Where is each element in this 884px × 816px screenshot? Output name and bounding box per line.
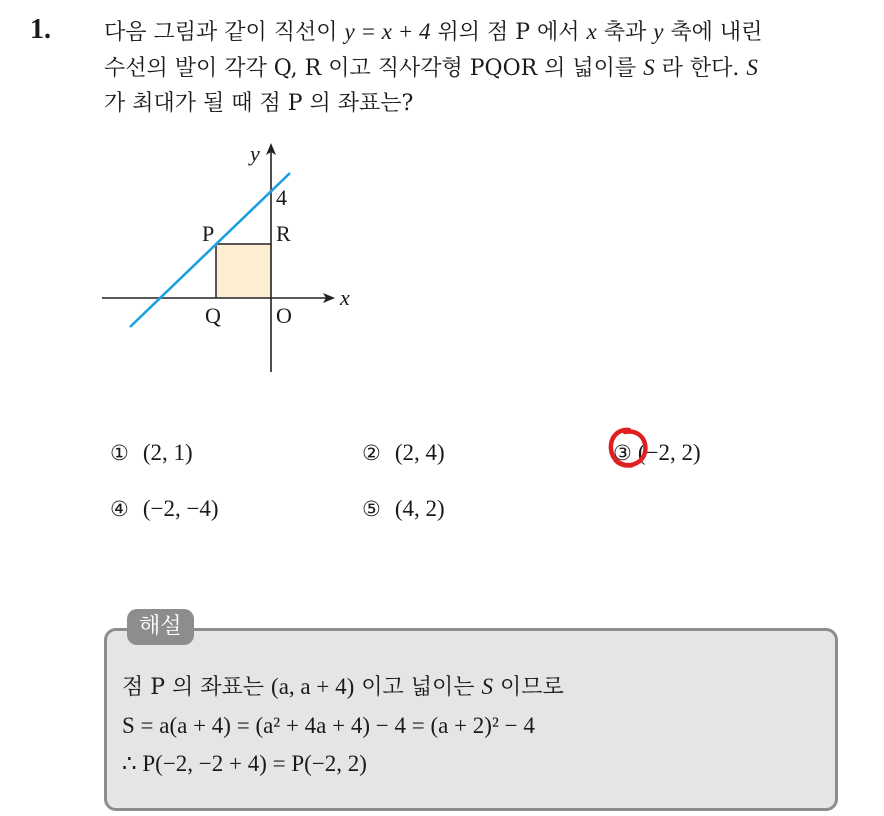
choice-3-mark: ③ — [613, 441, 632, 465]
rectangle-PQOR — [216, 244, 271, 298]
explanation-line-2: S = a(a + 4) = (a² + 4a + 4) − 4 = (a + 2)² − 4 — [122, 713, 535, 738]
q2-text-a: 수선의 발이 각각 Q, R 이고 직사각형 PQOR 의 넓이를 — [104, 56, 644, 81]
choice-3-value: (−2, 2) — [637, 440, 701, 465]
question-text — [104, 14, 864, 121]
choice-4-mark: ④ — [110, 497, 129, 521]
point-P-label: P — [202, 221, 215, 246]
q2-text-b: 라 한다. — [654, 56, 747, 81]
e1-S: S — [481, 674, 494, 699]
q1-text-b: 위의 점 P 에서 — [430, 20, 587, 45]
explanation-text — [122, 668, 822, 783]
question-line-2 — [104, 50, 864, 86]
q1-equation: y = x + 4 — [344, 19, 431, 44]
choice-1-mark: ① — [110, 441, 129, 465]
selected-answer-circle — [605, 425, 651, 471]
e1-coords: (a, a + 4) — [271, 674, 355, 699]
coordinate-figure — [95, 135, 375, 380]
q1-text-c: 축과 — [596, 20, 654, 45]
choice-1[interactable] — [110, 437, 193, 469]
e1-text-c: 이므로 — [493, 675, 564, 700]
explanation-line-3: ∴ P(−2, −2 + 4) = P(−2, 2) — [122, 751, 367, 776]
point-O-label: O — [276, 303, 292, 328]
choice-5-value: (4, 2) — [394, 496, 445, 521]
q1-text-a: 다음 그림과 같이 직선이 — [104, 20, 345, 45]
y-axis-label: y — [250, 141, 260, 166]
q2-S: S — [643, 55, 655, 80]
point-R-label: R — [276, 221, 291, 246]
q2-S2: S — [746, 55, 758, 80]
choice-4[interactable] — [110, 493, 219, 525]
e1-text-a: 점 P 의 좌표는 — [122, 675, 272, 700]
question-line-1 — [104, 14, 864, 50]
explanation-tag: 해설 — [127, 609, 194, 645]
e1-text-b: 이고 넓이는 — [354, 675, 482, 700]
choice-2-value: (2, 4) — [394, 440, 445, 465]
choice-1-value: (2, 1) — [142, 440, 193, 465]
y-intercept-label: 4 — [276, 185, 287, 210]
choice-5-mark: ⑤ — [362, 497, 381, 521]
question-number: 1. — [30, 14, 51, 45]
point-Q-label: Q — [205, 303, 221, 328]
q1-y: y — [653, 19, 664, 44]
choice-2-mark: ② — [362, 441, 381, 465]
explanation-line-1 — [122, 668, 822, 707]
choice-4-value: (−2, −4) — [142, 496, 219, 521]
choice-5[interactable] — [362, 493, 445, 525]
question-line-3: 가 최대가 될 때 점 P 의 좌표는? — [104, 91, 414, 116]
x-axis-label: x — [340, 285, 350, 310]
figure-svg — [95, 135, 375, 380]
choice-2[interactable] — [362, 437, 445, 469]
q1-x: x — [586, 19, 597, 44]
q1-text-d: 축에 내린 — [663, 20, 763, 45]
